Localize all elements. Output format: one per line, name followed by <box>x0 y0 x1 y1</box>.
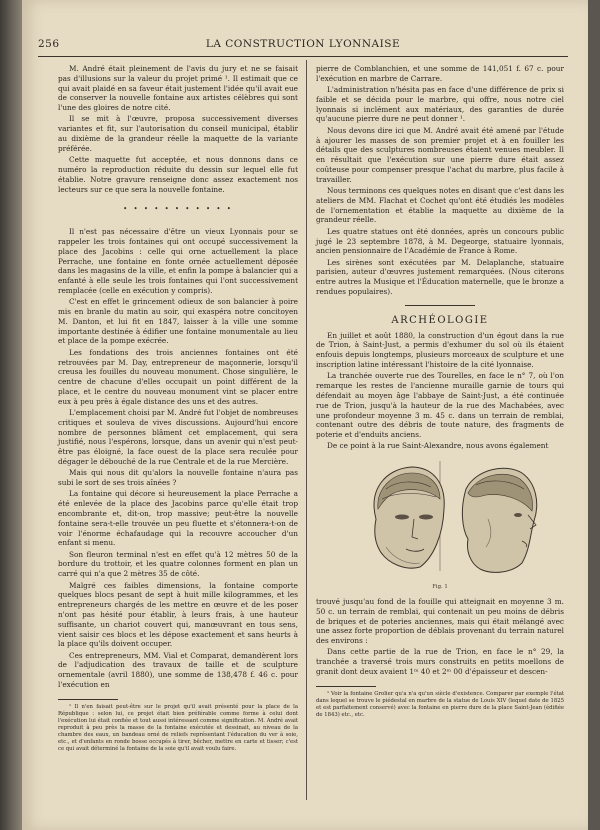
column-divider <box>306 60 307 800</box>
journal-title: LA CONSTRUCTION LYONNAISE <box>205 38 401 50</box>
paragraph: Nous devons dire ici que M. André avait été amené par l'étude à ajourer les masses de son premier projet et à en fouiller les détails que des sculptures nombreuses étaient venues meubler. Il en résultait que l'exécution sur une pierre dure était assez coûteuse pour compenser presque l'achat du marbre, plus facile à travailler. <box>316 125 564 184</box>
paragraph: Cette maquette fut acceptée, et nous donnons dans ce numéro la reproduction réduite du dessin sur lequel elle fut établie. Notre gravure renseigne donc assez exactement nos lecteurs sur ce que sera la nouvelle fontaine. <box>58 155 298 194</box>
header-rule <box>38 56 568 57</box>
head-front-view <box>374 467 444 568</box>
paragraph: L'administration n'hésita pas en face d'une différence de prix si faible et se décida pour le marbre, qui offre, nous notre ciel lyonnais si inclément aux matériaux, des garanties de durée qu'aucune pierre dure ne peut donner ¹. <box>316 85 564 124</box>
running-header <box>38 38 568 52</box>
paragraph: Mais qui nous dit qu'alors la nouvelle fontaine n'aura pas subi le sort de ses trois aînées ? <box>58 468 298 488</box>
footnote-rule <box>316 686 376 687</box>
footnote-rule <box>58 699 118 700</box>
head-profile-view <box>462 468 536 572</box>
paragraph: Les sirènes sont exécutées par M. Delaplanche, statuaire parisien, auteur d'œuvres justement remarquées. (Nous citerons entre autres la Musique et l'Éducation maternelle, que le bronze a rendues populaires). <box>316 257 564 297</box>
paragraph: Ces entrepreneurs, MM. Vial et Comparat, demandèrent lors de l'adjudication des travaux de taille et de sculpture ornementale (avril 1880), une somme de 138,478 f. 46 c. pour l'exécution en <box>58 650 298 690</box>
paragraph: Les quatre statues ont été données, après un concours public jugé le 23 septembre 1878, à M. Degeorge, statuaire lyonnais, ancien pensionnaire de l'Académie de France à Rome. <box>316 226 564 256</box>
paragraph: L'emplacement choisi par M. André fut l'objet de nombreuses critiques et souleva de vives discussions. Aujourd'hui encore nombre de personnes blâment cet emplacement, qui sera justifié, nous l'espérons, lorsque, dans un avenir qui n'est peut-être pas éloigné, la face ouest de la place sera reculée pour dégager le débouché de la rue Centrale et de la rue Mercière. <box>58 408 298 466</box>
section-separator: • • • • • • • • • • • <box>123 205 233 214</box>
paragraph: Les fondations des trois anciennes fontaines ont été retrouvées par M. Day, entrepreneur de maçonnerie, lorsqu'il creusa les fouilles du nouveau monument. Chose singulière, le centre de chacune d'elles occupait un point différent de la place, et le centre du nouveau monument vint se placer entre eux à peu près à égale distance des uns et des autres. <box>58 347 298 406</box>
paragraph: De ce point à la rue Saint-Alexandre, nous avons également <box>327 441 549 451</box>
paragraph: C'est en effet le grincement odieux de son balancier à poire mis en branle du matin au soir, qui exaspéra notre concitoyen M. Danton, et lui fit en 1847, laisser à la ville une somme importante destinée à édifier une fontaine monumentale au lieu et place de la pompe exécrée. <box>58 297 298 346</box>
paragraph: Malgré ces faibles dimensions, la fontaine comporte quelques blocs pesant de sept à huit mille kilogrammes, et les entrepreneurs chargés de les mettre en œuvre et de les poser n'ont pas hésité pour établir, à leurs frais, à une hauteur suffisante, un chariot couvert qui, manœuvrant en tous sens, vient saisir ces blocs et les dépose exactement et sans heurts à la place qu'ils doivent occuper. <box>58 580 298 649</box>
paragraph: Il n'est pas nécessaire d'être un vieux Lyonnais pour se rappeler les trois fontaines qui ont occupé successivement la place des Jacobins : celle qui orne actuellement la place Perrache, une fontaine en fonte ornée actuellement déposée dans les magasins de la ville, et enfin la pompe à balancier qui a enfanté à elle seule les trois fontaines qui l'ont successivement remplacée (celle en exécution y compris). <box>58 227 298 295</box>
paragraph: La fontaine qui décore si heureusement la place Perrache a été enlevée de la place des Jacobins parce qu'elle était trop encombrante et, dit-on, trop massive; peut-être la nouvelle fontaine sera-t-elle trouvée un peu fluette et s'étonnera-t-on de voir l'énorme échafaudage qui la recouvre accoucher d'un enfant si menu. <box>58 489 298 548</box>
right-column <box>316 64 564 720</box>
sculpted-heads-illustration <box>316 459 564 579</box>
paragraph: En juillet et août 1880, la construction d'un égout dans la rue de Trion, à Saint-Just, a permis d'exhumer du sol où ils étaient enfouis depuis longtemps, plusieurs morceaux de sculpture et une inscription latine intéressant l'histoire de la cité lyonnaise. <box>316 330 564 370</box>
paragraph: M. André était pleinement de l'avis du jury et ne se faisait pas d'illusions sur la valeur du projet primé ¹. Il estimait que ce qui avait plaidé en sa faveur était justement l'idée qu'il avait eue de conserver la nouvelle fontaine aux artistes célèbres qui sont l'une des gloires de notre cité. <box>58 64 298 113</box>
sculpture-figure <box>316 459 564 579</box>
paragraph: trouvé jusqu'au fond de la fouille qui atteignait en moyenne 3 m. 50 c. un terrain de remblai, qui contenait un peu moins de débris de briques et de poteries anciennes, mais qui était mélangé avec une assez forte proportion de déblais provenant du terrain naturel des environs : <box>316 596 564 646</box>
section-title: ARCHÉOLOGIE <box>391 314 489 326</box>
paragraph: Il se mit à l'œuvre, proposa successivement diverses variantes et fit, sur l'autorisation du conseil municipal, établir au dixième de la grandeur réelle la maquette de la variante préférée. <box>58 114 298 153</box>
page-edge <box>588 0 600 830</box>
page-number: 256 <box>38 38 60 50</box>
book-binding <box>0 0 22 830</box>
left-column <box>58 64 298 754</box>
paragraph: Dans cette partie de la rue de Trion, en face le n° 29, la tranchée a traversé trois murs construits en petits moellons de granit dont deux avaient 1ᵐ 40 et 2ᵐ 00 d'épaisseur et descen- <box>316 647 564 677</box>
paragraph: La tranchée ouverte rue des Tourelles, en face le n° 7, où l'on remarque les restes de l'ancienne muraille garnie de tours qui défendait au moyen âge l'abbaye de Saint-Just, a été continuée rue de Trion, jusqu'à la hauteur de la rue des Machabées, avec une profondeur moyenne 3 m. 45 c. dans un terrain de remblai, contenant outre des débris de toute nature, des fragments de poterie et d'enduits anciens. <box>316 371 564 440</box>
figure-caption: Fig. 1 <box>432 584 448 591</box>
paragraph: pierre de Comblanchien, et une somme de 141,051 f. 67 c. pour l'exécution en marbre de Carrare. <box>316 64 564 83</box>
paragraph: Son fleuron terminal n'est en effet qu'à 12 mètres 50 de la bordure du trottoir, et les quatre colonnes forment en plan un carré qui n'a que 2 mètres 35 de côté. <box>58 549 298 579</box>
section-rule <box>405 305 475 306</box>
footnote: ¹ Voir la fontaine Grolier qu'a n'a qu'un siècle d'existence. Comparer par exemple l'état dans lequel se trouve le piédestal en marbre de la statue de Louis XIV (lequel date de 1825 et est parfaitement conservé) avec la fontaine en pierre dure de la place Saint-Jean (édifiée de 1843) etc., etc. <box>316 690 564 718</box>
footnote: ¹ Il n'en faisait peut-être sur le projet qu'il avait présenté pour la place de la République : selon lui, ce projet était bien préférable comme forme à celui dont l'exécution lui était confiée et tout aussi intéressant comme signification. M. André avait reproduit à peu près la masse de la fontaine exécutée et dessinait, au niveau de la chambre des eaux, un bandeau orné de reliefs représentant l'éducation du ver à soie, etc., et d'enfants en ronde bosse occupés à tirer, bêcher, mettre en carte et tisser; c'est ce qui avait déterminé la fontaine de la soie qu'il avait voulu faire. <box>58 703 298 752</box>
paragraph: Nous terminons ces quelques notes en disant que c'est dans les ateliers de MM. Flachat et Cochet qu'ont été étudiés les modèles de l'ornementation et établie la maquette au dixième de la grandeur réelle. <box>316 186 564 225</box>
